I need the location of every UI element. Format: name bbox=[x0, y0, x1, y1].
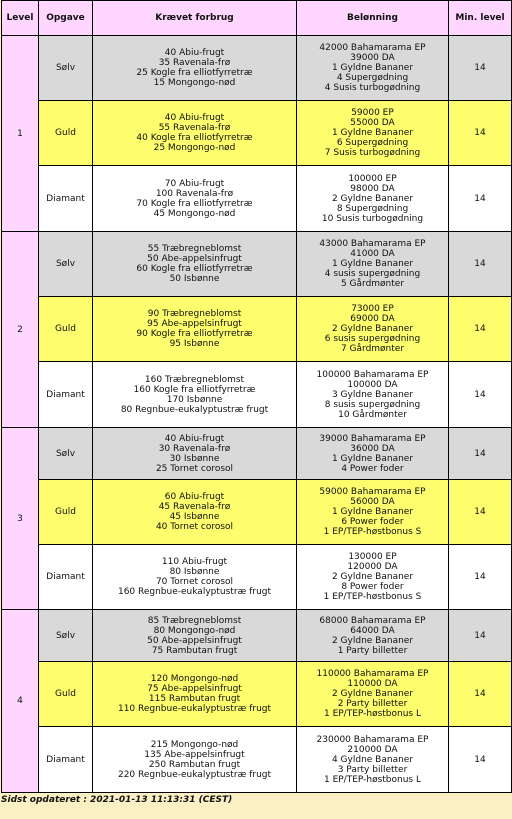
reward-item: 110000 DA bbox=[347, 679, 398, 689]
required-item: 60 Abiu-frugt bbox=[164, 492, 225, 502]
required-item: 75 Abe-appelsinfrugt bbox=[147, 684, 242, 694]
required-item: 95 Isbønne bbox=[169, 339, 220, 349]
task-name-cell: Guld bbox=[39, 662, 93, 727]
reward-item: 6 susis supergødning bbox=[324, 334, 421, 344]
required-item: 35 Ravenala-frø bbox=[158, 58, 231, 68]
required-cell bbox=[93, 480, 297, 545]
min-level-cell: 14 bbox=[449, 428, 512, 480]
table-row bbox=[2, 362, 512, 428]
reward-item: 43000 Bahamarama EP bbox=[319, 239, 426, 249]
reward-item: 100000 DA bbox=[347, 379, 398, 390]
required-item: 75 Rambutan frugt bbox=[151, 645, 238, 656]
table-row bbox=[2, 727, 512, 793]
reward-item: 56000 DA bbox=[350, 497, 395, 507]
reward-item: 55000 DA bbox=[350, 118, 395, 128]
reward-item: 210000 DA bbox=[347, 744, 398, 755]
required-cell bbox=[93, 610, 297, 662]
required-cell bbox=[93, 428, 297, 480]
level-cell: 1 bbox=[2, 36, 39, 232]
required-item: 50 Isbønne bbox=[169, 274, 220, 284]
required-item: 70 Kogle fra elliotfyrretræ bbox=[136, 198, 253, 209]
required-item: 45 Mongongo-nød bbox=[153, 208, 236, 219]
required-item: 40 Abiu-frugt bbox=[164, 48, 225, 58]
reward-item: 7 Susis turbogødning bbox=[324, 148, 421, 158]
required-item: 30 Ravenala-frø bbox=[158, 443, 231, 454]
required-item: 60 Kogle fra elliotfyrretræ bbox=[136, 264, 253, 274]
level-cell: 2 bbox=[2, 232, 39, 428]
reward-item: 4 Susis turbogødning bbox=[324, 83, 421, 93]
required-item: 90 Kogle fra elliotfyrretræ bbox=[136, 329, 253, 339]
table-row bbox=[2, 36, 512, 101]
table-row bbox=[2, 166, 512, 232]
table-row bbox=[2, 545, 512, 610]
header-min-level: Min. level bbox=[449, 1, 512, 36]
required-item: 160 Træbregneblomst bbox=[144, 374, 245, 385]
required-item: 30 Isbønne bbox=[169, 453, 220, 464]
reward-item: 6 Supergødning bbox=[336, 138, 409, 148]
required-item: 95 Abe-appelsinfrugt bbox=[147, 319, 242, 329]
min-level-cell: 14 bbox=[449, 36, 512, 101]
required-item: 110 Abiu-frugt bbox=[161, 557, 228, 567]
task-name-cell: Diamant bbox=[39, 545, 93, 610]
required-item: 70 Tornet corosol bbox=[155, 577, 234, 587]
header-reward: Belønning bbox=[297, 1, 449, 36]
reward-table bbox=[1, 0, 512, 793]
reward-item: 2 Gyldne Bananer bbox=[331, 635, 414, 646]
min-level-cell: 14 bbox=[449, 297, 512, 362]
reward-item: 2 Gyldne Bananer bbox=[331, 572, 414, 582]
reward-cell bbox=[297, 101, 449, 166]
required-item: 220 Regnbue-eukalyptustræ frugt bbox=[117, 769, 272, 780]
required-item: 40 Kogle fra elliotfyrretræ bbox=[136, 133, 253, 143]
reward-item: 2 Gyldne Bananer bbox=[331, 689, 414, 699]
required-item: 40 Abiu-frugt bbox=[164, 433, 225, 444]
reward-item: 120000 DA bbox=[347, 562, 398, 572]
required-item: 25 Kogle fra elliotfyrretræ bbox=[136, 68, 253, 78]
task-name-cell: Diamant bbox=[39, 727, 93, 793]
task-name-cell: Sølv bbox=[39, 610, 93, 662]
required-item: 25 Tornet corosol bbox=[155, 463, 234, 474]
task-name-cell: Sølv bbox=[39, 428, 93, 480]
reward-item: 64000 DA bbox=[350, 625, 395, 636]
min-level-cell: 14 bbox=[449, 232, 512, 297]
table-row bbox=[2, 232, 512, 297]
task-name-cell: Guld bbox=[39, 297, 93, 362]
reward-cell bbox=[297, 727, 449, 793]
reward-item: 2 Party billetter bbox=[337, 699, 408, 709]
table-row bbox=[2, 610, 512, 662]
required-cell bbox=[93, 297, 297, 362]
required-item: 100 Ravenala-frø bbox=[155, 188, 234, 199]
table-row bbox=[2, 297, 512, 362]
reward-item: 1 EP/TEP-høstbonus S bbox=[323, 527, 422, 537]
reward-item: 8 Power foder bbox=[341, 582, 404, 592]
reward-item: 130000 EP bbox=[348, 552, 397, 562]
reward-item: 1 EP/TEP-høstbonus L bbox=[323, 709, 421, 719]
required-item: 80 Mongongo-nød bbox=[153, 625, 236, 636]
reward-cell bbox=[297, 166, 449, 232]
reward-item: 2 Gyldne Bananer bbox=[331, 193, 414, 204]
reward-item: 39000 DA bbox=[350, 53, 395, 63]
reward-item: 2 Gyldne Bananer bbox=[331, 324, 414, 334]
reward-cell bbox=[297, 362, 449, 428]
required-cell bbox=[93, 727, 297, 793]
reward-item: 98000 DA bbox=[350, 183, 395, 194]
reward-item: 59000 EP bbox=[351, 108, 394, 118]
last-updated: Sidst opdateret : 2021-01-13 11:13:31 (CEST) bbox=[1, 795, 233, 805]
reward-cell bbox=[297, 232, 449, 297]
required-item: 45 Isbønne bbox=[169, 512, 220, 522]
required-item: 85 Træbregneblomst bbox=[147, 615, 242, 626]
reward-item: 230000 Bahamarama EP bbox=[316, 734, 429, 745]
reward-cell bbox=[297, 545, 449, 610]
reward-item: 42000 Bahamarama EP bbox=[319, 43, 426, 53]
required-cell bbox=[93, 662, 297, 727]
reward-item: 100000 EP bbox=[348, 173, 397, 184]
reward-item: 4 Supergødning bbox=[336, 73, 409, 83]
reward-item: 3 Party billetter bbox=[337, 764, 408, 775]
required-item: 120 Mongongo-nød bbox=[150, 674, 239, 684]
reward-item: 69000 DA bbox=[350, 314, 395, 324]
reward-item: 1 Gyldne Bananer bbox=[331, 453, 414, 464]
reward-item: 1 Gyldne Bananer bbox=[331, 259, 414, 269]
min-level-cell: 14 bbox=[449, 610, 512, 662]
reward-item: 1 EP/TEP-høstbonus L bbox=[323, 774, 421, 785]
required-item: 25 Mongongo-nød bbox=[153, 143, 236, 153]
reward-item: 36000 DA bbox=[350, 443, 395, 454]
reward-item: 1 EP/TEP-høstbonus S bbox=[323, 592, 422, 602]
reward-item: 7 Gårdmønter bbox=[340, 344, 405, 354]
reward-item: 5 Gårdmønter bbox=[340, 279, 405, 289]
reward-cell bbox=[297, 610, 449, 662]
table-body bbox=[2, 36, 512, 793]
task-name-cell: Guld bbox=[39, 480, 93, 545]
required-item: 215 Mongongo-nød bbox=[150, 739, 239, 750]
min-level-cell: 14 bbox=[449, 662, 512, 727]
required-item: 50 Abe-appelsinfrugt bbox=[147, 254, 242, 264]
min-level-cell: 14 bbox=[449, 727, 512, 793]
header-level: Level bbox=[2, 1, 39, 36]
reward-item: 4 susis supergødning bbox=[324, 269, 421, 279]
reward-item: 10 Susis turbogødning bbox=[321, 213, 424, 224]
required-cell bbox=[93, 166, 297, 232]
reward-cell bbox=[297, 36, 449, 101]
required-cell bbox=[93, 101, 297, 166]
reward-cell bbox=[297, 662, 449, 727]
required-cell bbox=[93, 545, 297, 610]
required-item: 80 Isbønne bbox=[169, 567, 220, 577]
reward-item: 41000 DA bbox=[350, 249, 395, 259]
required-cell bbox=[93, 232, 297, 297]
table-row bbox=[2, 480, 512, 545]
reward-item: 4 Gyldne Bananer bbox=[331, 754, 414, 765]
required-item: 80 Regnbue-eukalyptustræ frugt bbox=[120, 404, 269, 415]
reward-item: 73000 EP bbox=[351, 304, 394, 314]
reward-item: 110000 Bahamarama EP bbox=[316, 669, 429, 679]
reward-item: 100000 Bahamarama EP bbox=[316, 369, 429, 380]
required-item: 55 Ravenala-frø bbox=[158, 123, 231, 133]
min-level-cell: 14 bbox=[449, 480, 512, 545]
task-name-cell: Diamant bbox=[39, 166, 93, 232]
required-item: 40 Abiu-frugt bbox=[164, 113, 225, 123]
task-name-cell: Sølv bbox=[39, 36, 93, 101]
header-row bbox=[2, 1, 512, 36]
level-cell: 3 bbox=[2, 428, 39, 610]
required-item: 55 Træbregneblomst bbox=[147, 244, 242, 254]
required-item: 40 Tornet corosol bbox=[155, 522, 234, 532]
reward-cell bbox=[297, 428, 449, 480]
required-cell bbox=[93, 36, 297, 101]
required-item: 160 Regnbue-eukalyptustræ frugt bbox=[117, 587, 272, 597]
reward-item: 1 Gyldne Bananer bbox=[331, 63, 414, 73]
required-item: 160 Kogle fra elliotfyrretræ bbox=[133, 384, 256, 395]
min-level-cell: 14 bbox=[449, 101, 512, 166]
reward-item: 1 Gyldne Bananer bbox=[331, 128, 414, 138]
required-item: 110 Regnbue-eukalyptustræ frugt bbox=[117, 704, 272, 714]
reward-cell bbox=[297, 297, 449, 362]
reward-item: 4 Power foder bbox=[341, 463, 404, 474]
task-name-cell: Diamant bbox=[39, 362, 93, 428]
min-level-cell: 14 bbox=[449, 166, 512, 232]
required-cell bbox=[93, 362, 297, 428]
reward-item: 1 Gyldne Bananer bbox=[331, 507, 414, 517]
reward-item: 68000 Bahamarama EP bbox=[319, 615, 426, 626]
task-name-cell: Sølv bbox=[39, 232, 93, 297]
table-row bbox=[2, 428, 512, 480]
reward-item: 6 Power foder bbox=[341, 517, 404, 527]
reward-item: 10 Gårdmønter bbox=[338, 409, 407, 420]
required-item: 170 Isbønne bbox=[166, 394, 223, 405]
min-level-cell: 14 bbox=[449, 362, 512, 428]
required-item: 50 Abe-appelsinfrugt bbox=[147, 635, 242, 646]
reward-cell bbox=[297, 480, 449, 545]
required-item: 45 Ravenala-frø bbox=[158, 502, 231, 512]
min-level-cell: 14 bbox=[449, 545, 512, 610]
header-task: Opgave bbox=[39, 1, 93, 36]
required-item: 15 Mongongo-nød bbox=[153, 78, 236, 88]
table-row bbox=[2, 101, 512, 166]
reward-item: 8 Supergødning bbox=[336, 203, 409, 214]
reward-item: 39000 Bahamarama EP bbox=[319, 433, 426, 444]
reward-item: 3 Gyldne Bananer bbox=[331, 389, 414, 400]
reward-item: 59000 Bahamarama EP bbox=[319, 487, 426, 497]
table-row bbox=[2, 662, 512, 727]
reward-item: 8 susis supergødning bbox=[324, 399, 421, 410]
required-item: 250 Rambutan frugt bbox=[148, 759, 241, 770]
level-cell: 4 bbox=[2, 610, 39, 793]
header-required: Krævet forbrug bbox=[93, 1, 297, 36]
task-name-cell: Guld bbox=[39, 101, 93, 166]
required-item: 90 Træbregneblomst bbox=[147, 309, 242, 319]
required-item: 135 Abe-appelsinfrugt bbox=[144, 749, 245, 760]
required-item: 115 Rambutan frugt bbox=[148, 694, 241, 704]
required-item: 70 Abiu-frugt bbox=[164, 178, 225, 189]
reward-item: 1 Party billetter bbox=[337, 645, 408, 656]
